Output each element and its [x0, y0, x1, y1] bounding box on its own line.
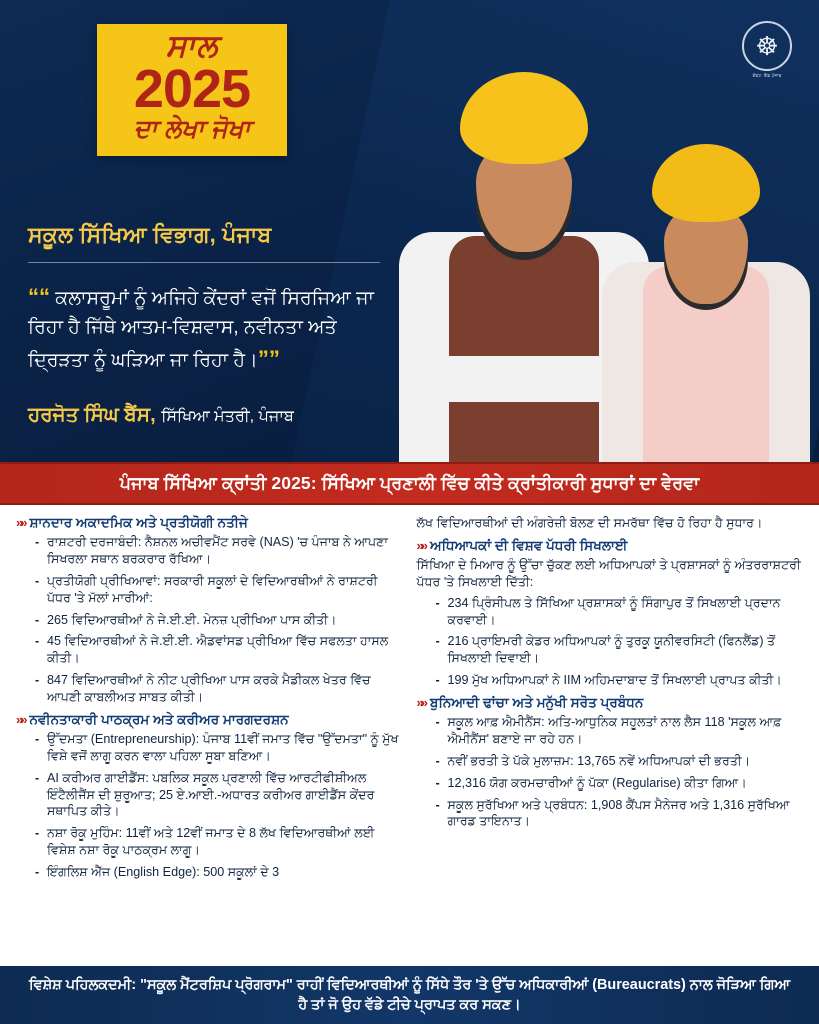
right-column [417, 515, 804, 962]
section-teacher-training [417, 538, 804, 689]
section-heading [417, 695, 804, 711]
section-item-list [34, 731, 403, 881]
section-banner: ਪੰਜਾਬ ਸਿੱਖਿਆ ਕ੍ਰਾਂਤੀ 2025: ਸਿੱਖਿਆ ਪ੍ਰਣਾਲੀ ਵਿੱਚ ਕੀਤੇ ਕ੍ਰਾਂਤੀਕਾਰੀ ਸੁਧਾਰਾਂ ਦਾ ਵੇਰਵਾ [0, 462, 819, 505]
section-item-list [435, 595, 804, 689]
section-curriculum-career [16, 712, 403, 881]
list-item: - 265 ਵਿਦਿਆਰਥੀਆਂ ਨੇ ਜੇ.ਈ.ਈ. ਮੇਨਜ਼ ਪ੍ਰੀਖਿਆ ਪਾਸ ਕੀਤੀ। [34, 612, 403, 629]
government-emblem [739, 18, 795, 80]
list-item: - ਨਸ਼ਾ ਰੋਕੂ ਮੁਹਿੰਮ: 11ਵੀਂ ਅਤੇ 12ਵੀਂ ਜਮਾਤ ਦੇ 8 ਲੱਖ ਵਿਦਿਆਰਥੀਆਂ ਲਈ ਵਿਸ਼ੇਸ਼ ਨਸ਼ਾ ਰੋਕੂ ਪਾਠਕ੍ਰਮ ਲਾਗੂ। [34, 825, 403, 859]
double-chevron-icon: »» [416, 695, 425, 710]
attribution-role: ਸਿੱਖਿਆ ਮੰਤਰੀ, ਪੰਜਾਬ [161, 408, 294, 425]
list-item: - ਉੱਦਮਤਾ (Entrepreneurship): ਪੰਜਾਬ 11ਵੀਂ ਜਮਾਤ ਵਿੱਚ "ਉੱਦਮਤਾ" ਨੂੰ ਮੁੱਖ ਵਿਸ਼ੇ ਵਜੋਂ ਲਾਗੂ ਕਰਨ ਵਾਲਾ ਪਹਿਲਾ ਸੂਬਾ ਬਣਿਆ। [34, 731, 403, 765]
section-heading-text: ਸ਼ਾਨਦਾਰ ਅਕਾਦਮਿਕ ਅਤੇ ਪ੍ਰਤੀਯੋਗੀ ਨਤੀਜੇ [29, 515, 248, 530]
section-heading-text: ਨਵੀਨਤਾਕਾਰੀ ਪਾਠਕ੍ਰਮ ਅਤੇ ਕਰੀਅਰ ਮਾਰਗਦਰਸ਼ਨ [29, 711, 289, 727]
quote-attribution [28, 404, 294, 427]
year-badge [97, 24, 287, 156]
list-item: - 847 ਵਿਦਿਆਰਥੀਆਂ ਨੇ ਨੀਟ ਪ੍ਰੀਖਿਆ ਪਾਸ ਕਰਕੇ ਮੈਡੀਕਲ ਖੇਤਰ ਵਿੱਚ ਆਪਣੀ ਕਾਬਲੀਅਤ ਸਾਬਤ ਕੀਤੀ। [34, 672, 403, 706]
section-note: ਸਿੱਖਿਆ ਦੇ ਮਿਆਰ ਨੂੰ ਉੱਚਾ ਚੁੱਕਣ ਲਈ ਅਧਿਆਪਕਾਂ ਤੇ ਪ੍ਰਸ਼ਾਸਕਾਂ ਨੂੰ ਅੰਤਰਰਾਸ਼ਟਰੀ ਪੱਧਰ 'ਤੇ ਸਿਖਲਾਈ ਦਿੱਤੀ: [416, 557, 801, 589]
list-item: - 12,316 ਯੋਗ ਕਰਮਚਾਰੀਆਂ ਨੂੰ ਪੱਕਾ (Regularise) ਕੀਤਾ ਗਿਆ। [435, 775, 804, 792]
content-columns [0, 505, 819, 966]
double-chevron-icon: »» [16, 515, 25, 530]
year-badge-subtitle: ਦਾ ਲੇਖਾ ਜੋਖਾ [133, 115, 251, 144]
list-item: - 234 ਪ੍ਰਿੰਸੀਪਲ ਤੇ ਸਿੱਖਿਆ ਪ੍ਰਸ਼ਾਸਕਾਂ ਨੂੰ ਸਿੰਗਾਪੁਰ ਤੋਂ ਸਿਖਲਾਈ ਪ੍ਰਦਾਨ ਕਰਵਾਈ। [435, 595, 804, 629]
person-education-minister [588, 132, 819, 462]
person1-turban [460, 72, 588, 164]
list-item: - ਸਕੂਲ ਆਫ਼ ਐਮੀਨੈਂਸ: ਅਤਿ-ਆਧੁਨਿਕ ਸਹੂਲਤਾਂ ਨਾਲ ਲੈਸ 118 'ਸਕੂਲ ਆਫ਼ ਐਮੀਨੈਂਸ' ਬਣਾਏ ਜਾ ਰਹੇ ਹਨ। [435, 714, 804, 748]
list-item: - AI ਕਰੀਅਰ ਗਾਈਡੈਂਸ: ਪਬਲਿਕ ਸਕੂਲ ਪ੍ਰਣਾਲੀ ਵਿੱਚ ਆਰਟੀਫੀਸ਼ੀਅਲ ਇੰਟੈਲੀਜੈਂਸ ਦੀ ਸ਼ੁਰੂਆਤ; 25 ਏ.ਆਈ.-ਅਧਾਰਤ ਕਰੀਅਰ ਗਾਈਡੈਂਸ ਕੇਂਦਰ ਸਥਾਪਿਤ ਕੀਤੇ। [34, 770, 403, 821]
emblem-caption: ਗੋਵਟ. ਓਫ਼ ਪੰਜਾਬ [752, 72, 782, 78]
section-infrastructure-hr [417, 695, 804, 830]
section-heading-text: ਬੁਨਿਆਦੀ ਢਾਂਚਾ ਅਤੇ ਮਨੁੱਖੀ ਸਰੋਤ ਪ੍ਰਬੰਧਨ [429, 695, 644, 710]
section-heading [16, 515, 403, 531]
year-badge-word: ਸਾਲ [165, 28, 219, 63]
section-heading-text: ਅਧਿਆਪਕਾਂ ਦੀ ਵਿਸ਼ਵ ਪੱਧਰੀ ਸਿਖਲਾਈ [429, 537, 628, 553]
list-item: - 45 ਵਿਦਿਆਰਥੀਆਂ ਨੇ ਜੇ.ਈ.ਈ. ਐਡਵਾਂਸਡ ਪ੍ਰੀਖਿਆ ਵਿੱਚ ਸਫਲਤਾ ਹਾਸਲ ਕੀਤੀ। [34, 633, 403, 667]
emblem-icon: ☸ [742, 21, 792, 71]
quote-body: ਕਲਾਸਰੂਮਾਂ ਨੂੰ ਅਜਿਹੇ ਕੇਂਦਰਾਂ ਵਜੋਂ ਸਿਰਜਿਆ ਜਾ ਰਿਹਾ ਹੈ ਜਿੱਥੇ ਆਤਮ-ਵਿਸ਼ਵਾਸ, ਨਵੀਨਤਾ ਅਤੇ ਦ੍ਰਿੜਤਾ ਨੂੰ ਘੜਿਆ ਜਾ ਰਿਹਾ ਹੈ। [28, 288, 374, 371]
list-item: - ਰਾਸ਼ਟਰੀ ਦਰਜਾਬੰਦੀ: ਨੈਸ਼ਨਲ ਅਚੀਵਮੈਂਟ ਸਰਵੇ (NAS) 'ਚ ਪੰਜਾਬ ਨੇ ਆਪਣਾ ਸਿਖਰਲਾ ਸਥਾਨ ਬਰਕਰਾਰ ਰੱਖਿਆ। [34, 534, 403, 568]
hero-section [0, 0, 819, 462]
continuation-text: ਲੱਖ ਵਿਦਿਆਰਥੀਆਂ ਦੀ ਅੰਗਰੇਜ਼ੀ ਬੋਲਣ ਦੀ ਸਮਰੱਥਾ ਵਿੱਚ ਹੋ ਰਿਹਾ ਹੈ ਸੁਧਾਰ। [416, 516, 763, 530]
person1-vest [449, 236, 599, 462]
quote-open-icon: ““ [28, 284, 50, 309]
department-title: ਸਕੂਲ ਸਿੱਖਿਆ ਵਿਭਾਗ, ਪੰਜਾਬ [28, 222, 272, 247]
attribution-name: ਹਰਜੋਤ ਸਿੰਘ ਬੈਂਸ, [28, 404, 156, 426]
double-chevron-icon: »» [416, 537, 425, 553]
section-item-list [34, 534, 403, 706]
list-item: - ਸਕੂਲ ਸੁਰੱਖਿਆ ਅਤੇ ਪ੍ਰਬੰਧਨ: 1,908 ਕੈਂਪਸ ਮੈਨੇਜਰ ਅਤੇ 1,316 ਸੁਰੱਖਿਆ ਗਾਰਡ ਤਾਇਨਾਤ। [435, 797, 804, 831]
footer-highlight: ਵਿਸ਼ੇਸ਼ ਪਹਿਲਕਦਮੀ: "ਸਕੂਲ ਮੈਂਟਰਸ਼ਿਪ ਪ੍ਰੋਗਰਾਮ" ਰਾਹੀਂ ਵਿਦਿਆਰਥੀਆਂ ਨੂੰ ਸਿੱਧੇ ਤੌਰ 'ਤੇ ਉੱਚ ਅਧਿਕਾਰੀਆਂ (Bureaucrats) ਨਾਲ ਜੋੜਿਆ ਗਿਆ ਹੈ ਤਾਂ ਜੋ ਉਹ ਵੱਡੇ ਟੀਚੇ ਪ੍ਰਾਪਤ ਕਰ ਸਕਣ। [0, 966, 819, 1024]
list-item: - 199 ਮੁੱਖ ਅਧਿਆਪਕਾਂ ਨੇ IIM ਅਹਿਮਦਾਬਾਦ ਤੋਂ ਸਿਖਲਾਈ ਪ੍ਰਾਪਤ ਕੀਤੀ। [435, 672, 804, 689]
year-badge-number: 2025 [133, 58, 251, 119]
list-item: - 216 ਪ੍ਰਾਇਮਰੀ ਕੇਡਰ ਅਧਿਆਪਕਾਂ ਨੂੰ ਤੁਰਕੂ ਯੂਨੀਵਰਸਿਟੀ (ਫਿਨਲੈਂਡ) ਤੋਂ ਸਿਖਲਾਈ ਦਿਵਾਈ। [435, 633, 804, 667]
double-chevron-icon: »» [16, 711, 25, 727]
section-item-list [435, 714, 804, 830]
quote-block [28, 280, 400, 376]
section-academic-results [16, 515, 403, 706]
left-column [16, 515, 403, 962]
section-heading [417, 538, 804, 554]
section-heading [16, 712, 403, 728]
quote-text [28, 280, 400, 376]
hero-divider [28, 262, 380, 263]
person2-turban [652, 144, 760, 222]
list-item: - ਇੰਗਲਿਸ਼ ਐੱਜ (English Edge): 500 ਸਕੂਲਾਂ ਦੇ 3 [34, 864, 403, 881]
quote-close-icon: ”” [257, 346, 280, 371]
list-item: - ਪ੍ਰਤੀਯੋਗੀ ਪ੍ਰੀਖਿਆਵਾਂ: ਸਰਕਾਰੀ ਸਕੂਲਾਂ ਦੇ ਵਿਦਿਆਰਥੀਆਂ ਨੇ ਰਾਸ਼ਟਰੀ ਪੱਧਰ 'ਤੇ ਮੱਲਾਂ ਮਾਰੀਆਂ: [34, 573, 403, 607]
list-item: - ਨਵੀਂ ਭਰਤੀ ਤੇ ਪੱਕੇ ਮੁਲਾਜ਼ਮ: 13,765 ਨਵੇਂ ਅਧਿਆਪਕਾਂ ਦੀ ਭਰਤੀ। [435, 753, 804, 770]
